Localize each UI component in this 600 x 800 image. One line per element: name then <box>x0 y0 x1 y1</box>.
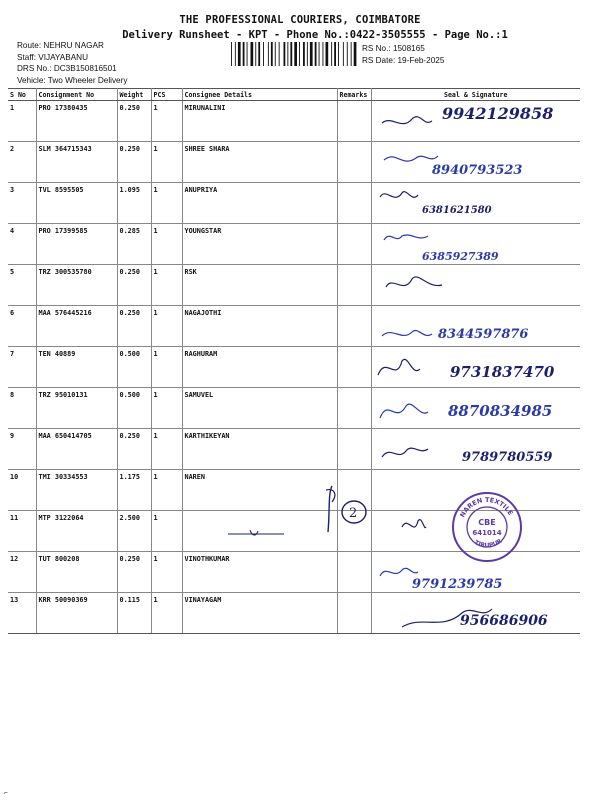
cell-consignment-no: TVL 8595505 <box>36 183 117 224</box>
cell-weight: 1.095 <box>117 183 151 224</box>
handwritten-phone-number: 8870834985 <box>447 402 552 420</box>
cell-seal-signature <box>371 183 580 224</box>
cell-consignment-no: PRO 17380435 <box>36 101 117 142</box>
company-title: THE PROFESSIONAL COURIERS, COIMBATORE <box>179 14 421 26</box>
cell-weight: 0.500 <box>117 347 151 388</box>
signature-stroke <box>384 235 428 240</box>
table-header-row <box>8 89 580 101</box>
cell-remarks <box>337 347 371 388</box>
header-seal-signature: Seal & Signature <box>371 89 580 101</box>
cell-consignee: ANUPRIYA <box>182 183 337 224</box>
handwritten-signature <box>372 183 582 223</box>
cell-remarks <box>337 306 371 347</box>
cell-sno: 12 <box>8 552 36 593</box>
cell-consignee: VINAYAGAM <box>182 593 337 634</box>
cell-consignment-no: MTP 3122064 <box>36 511 117 552</box>
header-weight: Weight <box>117 89 151 101</box>
cell-pcs: 1 <box>151 224 182 265</box>
table-row <box>8 183 580 224</box>
table-row <box>8 265 580 306</box>
cell-consignee: NAGAJOTHI <box>182 306 337 347</box>
cell-seal-signature <box>371 593 580 634</box>
handwritten-signature <box>372 224 582 264</box>
signature-stroke <box>402 520 426 528</box>
header-sno: S No <box>8 89 36 101</box>
cell-consignment-no: TEN 40889 <box>36 347 117 388</box>
cell-sno: 11 <box>8 511 36 552</box>
signature-stroke <box>380 404 428 418</box>
cell-pcs: 1 <box>151 183 182 224</box>
cell-sno: 3 <box>8 183 36 224</box>
cell-consignee: MIRUNALINI <box>182 101 337 142</box>
cell-sno: 13 <box>8 593 36 634</box>
cell-seal-signature <box>371 265 580 306</box>
cell-weight: 0.250 <box>117 306 151 347</box>
rs-date: RS Date: 19-Feb-2025 <box>362 56 445 66</box>
table-row <box>8 593 580 634</box>
cell-seal-signature <box>371 142 580 183</box>
cell-seal-signature <box>371 347 580 388</box>
cell-consignment-no: MAA 576445216 <box>36 306 117 347</box>
runsheet-meta-left <box>17 40 127 86</box>
cell-sno: 7 <box>8 347 36 388</box>
cell-consignee: VINOTHKUMAR <box>182 552 337 593</box>
cell-seal-signature <box>371 306 580 347</box>
cell-weight: 2.500 <box>117 511 151 552</box>
route-label: Route: NEHRU NAGAR <box>17 41 104 50</box>
cell-remarks <box>337 101 371 142</box>
cell-pcs: 1 <box>151 265 182 306</box>
cell-pcs: 1 <box>151 306 182 347</box>
company-seal-stamp <box>450 490 524 564</box>
cell-sno: 9 <box>8 429 36 470</box>
cell-consignee: SHREE SHARA <box>182 142 337 183</box>
svg-text:TIRUPUR <box>473 538 503 550</box>
cell-consignment-no: TUT 800208 <box>36 552 117 593</box>
vehicle-label: Vehicle: Two Wheeler Delivery <box>17 75 128 85</box>
cell-consignment-no: SLM 364715343 <box>36 142 117 183</box>
signature-stroke <box>378 359 420 375</box>
cell-consignment-no: TRZ 95010131 <box>36 388 117 429</box>
signature-stroke <box>384 156 438 161</box>
handwritten-phone-number: 9791239785 <box>411 577 502 592</box>
table-row <box>8 429 580 470</box>
drs-label: DRS No.: DC3B150816501 <box>17 64 117 74</box>
signature-stroke <box>380 568 418 576</box>
cell-remarks <box>337 429 371 470</box>
cell-consignment-no: TRZ 300535780 <box>36 265 117 306</box>
handwritten-signature <box>372 306 582 346</box>
signature-stroke <box>382 117 432 124</box>
cell-remarks <box>337 142 371 183</box>
cell-consignee: YOUNGSTAR <box>182 224 337 265</box>
signature-stroke <box>386 277 442 287</box>
page-corner-mark: ⌐ <box>4 790 8 797</box>
cell-seal-signature <box>371 224 580 265</box>
table-row <box>8 101 580 142</box>
cell-consignment-no: KRR 50090369 <box>36 593 117 634</box>
cell-remarks <box>337 224 371 265</box>
cell-weight: 0.250 <box>117 101 151 142</box>
rs-number: RS No.: 1508165 <box>362 44 425 53</box>
cell-consignee: KARTHIKEYAN <box>182 429 337 470</box>
runsheet-title: Delivery Runsheet - KPT - Phone No.:0422-3505555 - Page No.:1 <box>122 29 508 41</box>
remark-mark-text: 2 <box>349 506 358 521</box>
barcode-image <box>230 42 357 66</box>
cell-weight: 0.250 <box>117 552 151 593</box>
stamp-city: CBE <box>478 518 496 527</box>
cell-remarks <box>337 593 371 634</box>
handwritten-phone-number: 6385927389 <box>421 250 499 263</box>
cell-consignment-no: PRO 17399585 <box>36 224 117 265</box>
cell-sno: 6 <box>8 306 36 347</box>
handwritten-signature <box>372 101 582 141</box>
cell-remarks <box>337 265 371 306</box>
table-row <box>8 347 580 388</box>
handwritten-phone-number: 8940793523 <box>431 163 522 178</box>
header-remarks: Remarks <box>337 89 371 101</box>
handwritten-phone-number: 956686906 <box>459 613 548 629</box>
consignee-dash-mark <box>226 527 286 541</box>
staff-label: Staff: VIJAYABANU <box>17 52 88 62</box>
handwritten-signature <box>372 429 582 469</box>
handwritten-phone-number: 9731837470 <box>449 363 554 381</box>
signature-stroke <box>382 330 432 336</box>
cell-sno: 1 <box>8 101 36 142</box>
cell-seal-signature <box>371 429 580 470</box>
cell-pcs: 1 <box>151 347 182 388</box>
remark-scribble-mark <box>318 480 378 540</box>
handwritten-signature <box>372 265 582 305</box>
signature-stroke <box>380 192 418 198</box>
cell-sno: 8 <box>8 388 36 429</box>
stamp-bottom-text: TIRUPUR <box>473 537 504 550</box>
cell-sno: 2 <box>8 142 36 183</box>
cell-sno: 5 <box>8 265 36 306</box>
stamp-pin: 641014 <box>472 529 502 537</box>
handwritten-phone-number: 8344597876 <box>437 327 528 342</box>
handwritten-phone-number: 6381621580 <box>421 205 492 216</box>
cell-weight: 0.250 <box>117 265 151 306</box>
cell-consignment-no: MAA 650414705 <box>36 429 117 470</box>
cell-weight: 0.500 <box>117 388 151 429</box>
cell-pcs: 1 <box>151 470 182 511</box>
cell-consignee: SAMUVEL <box>182 388 337 429</box>
handwritten-signature <box>372 142 582 182</box>
cell-consignee: NAREN <box>182 470 337 511</box>
cell-pcs: 1 <box>151 429 182 470</box>
header-consignment: Consignment No <box>36 89 117 101</box>
runsheet-meta-right <box>362 43 444 68</box>
handwritten-phone-number: 9942129858 <box>441 104 553 123</box>
cell-pcs: 1 <box>151 511 182 552</box>
cell-seal-signature <box>371 101 580 142</box>
cell-weight: 0.285 <box>117 224 151 265</box>
cell-remarks <box>337 183 371 224</box>
handwritten-signature <box>372 593 582 633</box>
table-row <box>8 142 580 183</box>
handwritten-phone-number: 9789780559 <box>461 450 552 465</box>
cell-sno: 10 <box>8 470 36 511</box>
cell-consignee: RSK <box>182 265 337 306</box>
cell-remarks <box>337 552 371 593</box>
cell-remarks <box>337 388 371 429</box>
cell-seal-signature <box>371 388 580 429</box>
cell-pcs: 1 <box>151 593 182 634</box>
table-row <box>8 306 580 347</box>
signature-stroke <box>382 448 428 457</box>
cell-pcs: 1 <box>151 142 182 183</box>
header-consignee: Consignee Details <box>182 89 337 101</box>
cell-pcs: 1 <box>151 101 182 142</box>
cell-weight: 0.115 <box>117 593 151 634</box>
stamp-top-text: NAREN TEXTILE <box>458 495 515 519</box>
cell-weight: 1.175 <box>117 470 151 511</box>
cell-consignee: RAGHURAM <box>182 347 337 388</box>
cell-consignment-no: TMI 30334553 <box>36 470 117 511</box>
header-pcs: PCS <box>151 89 182 101</box>
cell-pcs: 1 <box>151 388 182 429</box>
cell-weight: 0.250 <box>117 142 151 183</box>
handwritten-signature <box>372 347 582 387</box>
cell-weight: 0.250 <box>117 429 151 470</box>
cell-pcs: 1 <box>151 552 182 593</box>
handwritten-signature <box>372 388 582 428</box>
cell-sno: 4 <box>8 224 36 265</box>
table-row <box>8 388 580 429</box>
table-row <box>8 224 580 265</box>
